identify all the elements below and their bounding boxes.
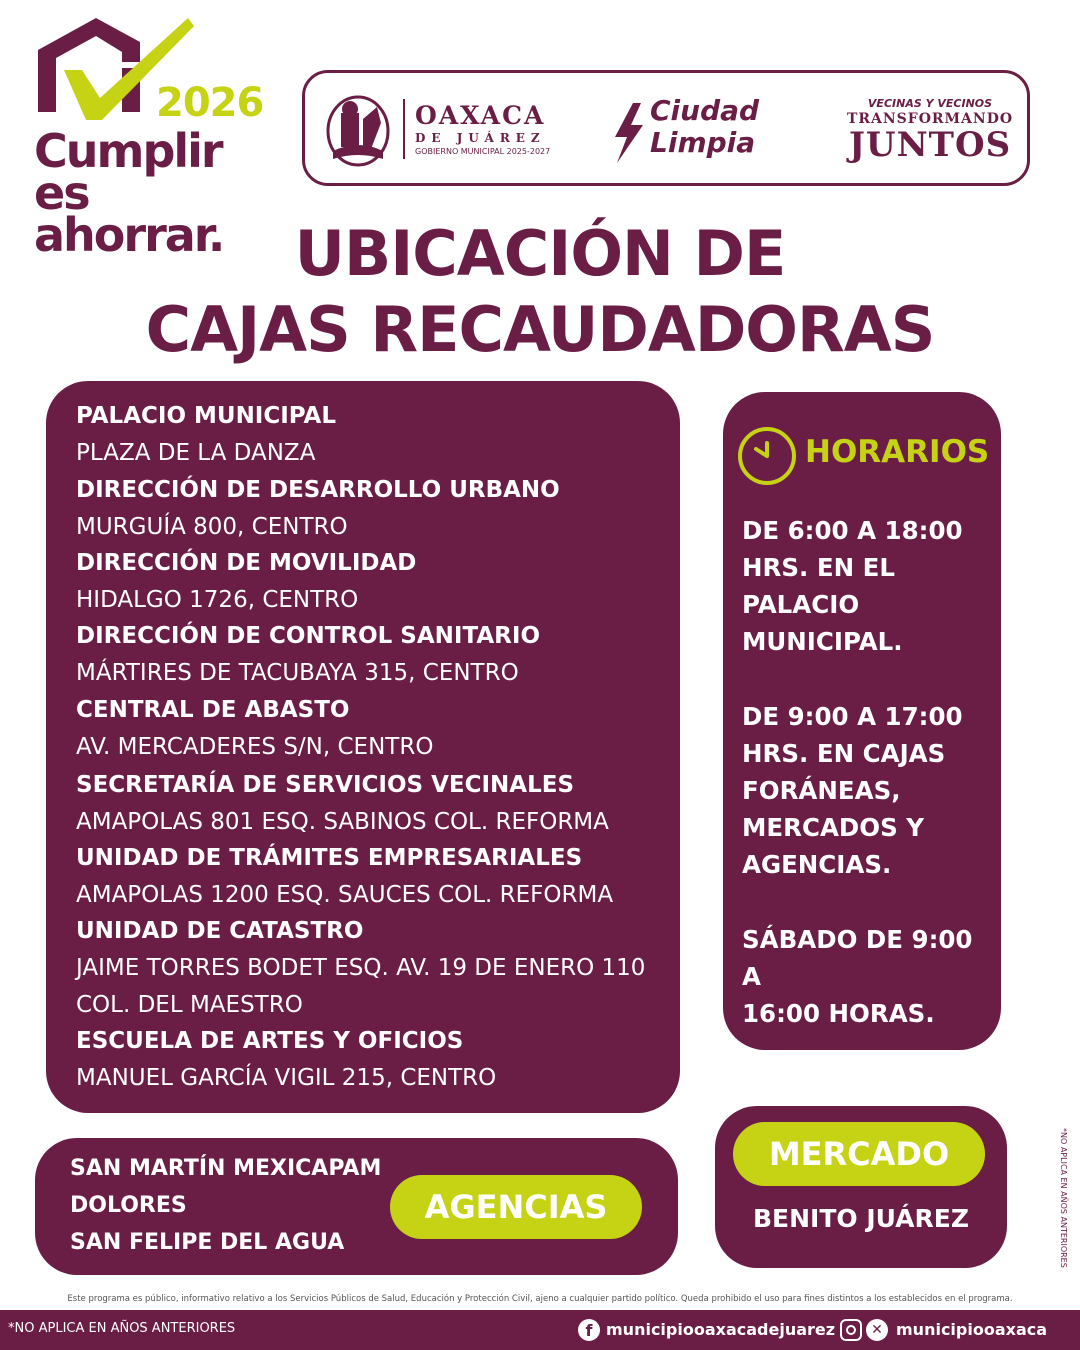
- header-logo-bar: [302, 70, 1030, 186]
- hours-line: 16:00 HORAS.: [742, 999, 935, 1028]
- hours-panel: [723, 392, 1001, 1050]
- location-name: DIRECCIÓN DE CONTROL SANITARIO: [76, 623, 540, 649]
- location-address: PLAZA DE LA DANZA: [76, 440, 316, 466]
- market-name: BENITO JUÁREZ: [752, 1204, 969, 1233]
- location-address-line2: COL. DEL MAESTRO: [76, 992, 303, 1018]
- hours-line: FORÁNEAS,: [742, 776, 901, 805]
- hours-line: MERCADOS Y: [742, 813, 925, 842]
- location-item: [76, 475, 666, 542]
- agency-item: SAN MARTÍN MEXICAPAM: [70, 1156, 382, 1181]
- location-address: AMAPOLAS 1200 ESQ. SAUCES COL. REFORMA: [76, 882, 614, 908]
- hours-line: HRS. EN CAJAS: [742, 739, 946, 768]
- oaxaca-name: OAXACA: [415, 101, 546, 130]
- location-name: UNIDAD DE TRÁMITES EMPRESARIALES: [76, 845, 583, 871]
- location-item: [76, 621, 666, 688]
- hours-line: SÁBADO DE 9:00 A: [742, 925, 973, 991]
- campaign-year: 2026: [156, 80, 264, 126]
- facebook-handle[interactable]: municipiooaxacadejuarez: [606, 1320, 836, 1339]
- page-title-line1: UBICACIÓN DE: [294, 217, 786, 290]
- locations-panel: [46, 381, 680, 1113]
- instagram-x-handle[interactable]: municipiooaxaca: [896, 1320, 1048, 1339]
- transformando-line2: TRANSFORMANDO: [846, 111, 1014, 127]
- location-item: [76, 1026, 666, 1093]
- location-name: ESCUELA DE ARTES Y OFICIOS: [76, 1028, 464, 1054]
- hours-title: HORARIOS: [805, 434, 990, 470]
- location-item: [76, 401, 666, 468]
- slogan-line1: Cumplir es: [34, 124, 222, 220]
- header-divider: [403, 99, 405, 159]
- instagram-icon[interactable]: [840, 1319, 862, 1341]
- location-address: AMAPOLAS 801 ESQ. SABINOS COL. REFORMA: [76, 809, 609, 835]
- ciudad-limpia-line2: Limpia: [650, 126, 756, 159]
- location-item: [76, 770, 666, 837]
- location-address: MÁRTIRES DE TACUBAYA 315, CENTRO: [76, 660, 519, 686]
- agency-item: DOLORES: [70, 1193, 187, 1218]
- campaign-logo: [30, 12, 290, 262]
- location-item: [76, 916, 666, 1020]
- location-name: DIRECCIÓN DE MOVILIDAD: [76, 550, 417, 576]
- hours-block-foraneas: [742, 698, 997, 883]
- location-item: [76, 843, 666, 910]
- hours-line: MUNICIPAL.: [742, 627, 903, 656]
- location-name: SECRETARÍA DE SERVICIOS VECINALES: [76, 772, 575, 798]
- footer-disclaimer: Este programa es público, informativo relativo a los Servicios Públicos de Salud, Educación y Protección Civil, ajeno a cualquier partido político. Queda prohibido el uso para fines distintos a los establecidos en el programa.: [67, 1294, 1013, 1304]
- footer-bar: [0, 1310, 1080, 1350]
- location-item: [76, 695, 666, 762]
- location-name: CENTRAL DE ABASTO: [76, 697, 350, 723]
- ciudad-limpia-logo: [650, 95, 759, 159]
- hours-line: HRS. EN EL: [742, 553, 895, 582]
- location-address: MURGUÍA 800, CENTRO: [76, 514, 348, 540]
- agencies-panel: [35, 1138, 678, 1275]
- clock-icon: [736, 425, 798, 487]
- x-icon[interactable]: ✕: [866, 1319, 888, 1341]
- location-address: AV. MERCADERES S/N, CENTRO: [76, 734, 434, 760]
- oaxaca-subtitle: DE JUÁREZ: [415, 131, 546, 145]
- footer-note: *NO APLICA EN AÑOS ANTERIORES: [8, 1321, 236, 1336]
- hours-line: DE 9:00 A 17:00: [742, 702, 963, 731]
- hours-line: DE 6:00 A 18:00: [742, 516, 963, 545]
- location-name: UNIDAD DE CATASTRO: [76, 918, 364, 944]
- location-name: PALACIO MUNICIPAL: [76, 403, 337, 429]
- slogan-line2: ahorrar.: [34, 208, 224, 262]
- lightning-icon: [611, 103, 647, 163]
- hours-line: PALACIO: [742, 590, 860, 619]
- transformando-line3: JUNTOS: [848, 125, 1012, 165]
- agencies-label: AGENCIAS: [390, 1175, 642, 1239]
- location-name: DIRECCIÓN DE DESARROLLO URBANO: [76, 477, 560, 503]
- hours-block-sabado: [742, 921, 997, 1032]
- facebook-icon[interactable]: f: [578, 1319, 600, 1341]
- transformando-line1: VECINAS Y VECINOS: [867, 97, 993, 110]
- market-panel: [715, 1106, 1007, 1268]
- location-item: [76, 548, 666, 615]
- location-address: MANUEL GARCÍA VIGIL 215, CENTRO: [76, 1065, 497, 1091]
- hours-block-palacio: [742, 512, 997, 660]
- oaxaca-government: GOBIERNO MUNICIPAL 2025-2027: [415, 147, 551, 156]
- location-address: HIDALGO 1726, CENTRO: [76, 587, 359, 613]
- page-title-line2: CAJAS RECAUDADORAS: [145, 293, 935, 366]
- agency-item: SAN FELIPE DEL AGUA: [70, 1230, 345, 1255]
- ciudad-limpia-line1: Ciudad: [650, 94, 760, 127]
- oaxaca-emblem-icon: [325, 89, 391, 169]
- location-address: JAIME TORRES BODET ESQ. AV. 19 DE ENERO 110: [76, 955, 646, 981]
- market-label: MERCADO: [733, 1122, 985, 1186]
- hours-line: AGENCIAS.: [742, 850, 892, 879]
